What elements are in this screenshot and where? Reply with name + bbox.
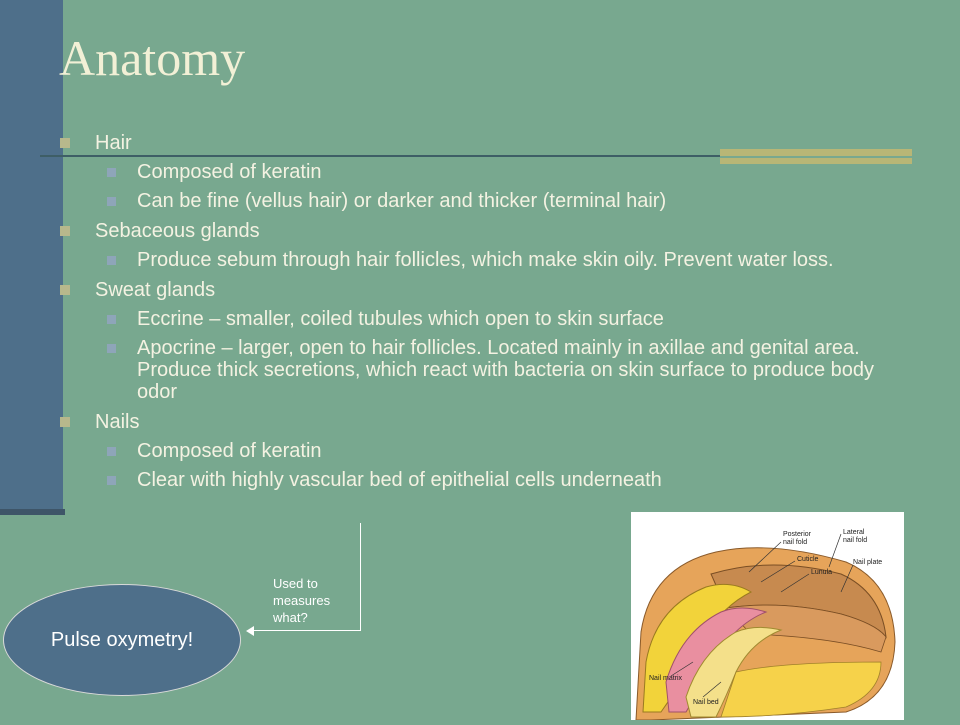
sub-bullet-text: Composed of keratin (137, 440, 322, 462)
sub-bullet-text: Clear with highly vascular bed of epithelial cells underneath (137, 469, 662, 491)
label-posterior-nail-fold: Posterior (783, 531, 812, 538)
section-heading: Sebaceous glands (95, 220, 260, 242)
label-nail-plate: Nail plate (853, 559, 883, 566)
label-lunula: Lunula (811, 569, 833, 576)
sub-bullet-icon (107, 197, 116, 206)
sub-bullet (95, 440, 880, 462)
section-heading: Nails (95, 411, 140, 433)
slide-title: Anatomy (59, 30, 246, 86)
connector-line-horizontal (252, 630, 361, 631)
sub-bullet-icon (107, 344, 116, 353)
section-heading: Sweat glands (95, 279, 216, 301)
section-hair (60, 131, 880, 212)
bullet-list (60, 131, 880, 498)
sub-bullet-icon (107, 447, 116, 456)
sub-bullet-icon (107, 168, 116, 177)
label-lateral-nail-fold-2: nail fold (843, 537, 868, 544)
arrow-left-icon (246, 626, 254, 636)
label-lateral-nail-fold: Lateral (843, 529, 865, 536)
pulse-oxymetry-oval (3, 584, 241, 696)
sub-bullet-text: Eccrine – smaller, coiled tubules which open to skin surface (137, 308, 664, 330)
bullet-icon (60, 285, 70, 295)
sub-bullet-icon (107, 315, 116, 324)
sub-bullet-icon (107, 256, 116, 265)
sub-bullet-text: Produce sebum through hair follicles, which make skin oily. Prevent water loss. (137, 249, 834, 271)
label-nail-bed: Nail bed (693, 699, 719, 706)
callout-note: Used to measures what? (273, 576, 331, 625)
bullet-icon (60, 138, 70, 148)
label-cuticle: Cuticle (797, 556, 819, 563)
sub-bullet (95, 161, 880, 183)
sub-bullet-text: Apocrine – larger, open to hair follicles. Located mainly in axillae and genital area. Produce thick secretions, which react with bacteria on skin surface to produce body odor (137, 337, 875, 403)
sub-bullet (95, 249, 880, 271)
section-sweat (60, 278, 880, 403)
sub-bullet-text: Can be fine (vellus hair) or darker and thicker (terminal hair) (137, 190, 667, 212)
sub-bullet-icon (107, 476, 116, 485)
bullet-icon (60, 226, 70, 236)
section-sebaceous (60, 219, 880, 271)
bullet-icon (60, 417, 70, 427)
nail-anatomy-diagram (631, 512, 904, 720)
label-posterior-nail-fold-2: nail fold (783, 539, 808, 546)
nail-diagram-svg (631, 512, 904, 720)
sidebar-strip (0, 0, 63, 513)
sub-bullet (95, 190, 880, 212)
sub-bullet (95, 337, 880, 403)
section-nails (60, 410, 880, 491)
oval-label: Pulse oxymetry! (50, 628, 194, 651)
sub-bullet (95, 469, 880, 491)
sub-bullet (95, 308, 880, 330)
section-heading: Hair (95, 132, 132, 154)
label-nail-matrix: Nail matrix (649, 675, 683, 682)
sidebar-shadow (0, 509, 65, 515)
sub-bullet-text: Composed of keratin (137, 161, 322, 183)
